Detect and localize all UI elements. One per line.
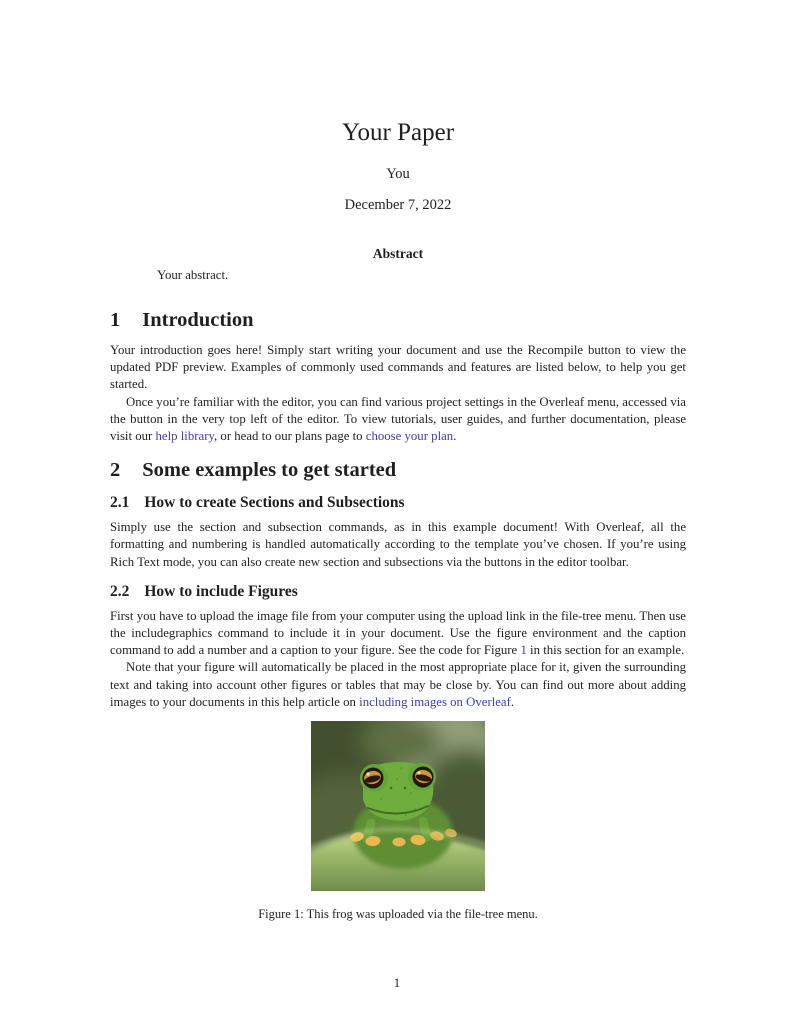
subsection-2-2-number: 2.2 [110, 582, 130, 600]
intro-p2-text-2: , or head to our plans page to [214, 429, 366, 444]
subsection-2-1-title: How to create Sections and Subsections [144, 494, 405, 512]
figures-p2-text-2: . [510, 694, 515, 709]
section-2-heading [110, 459, 686, 481]
figures-p1-text-1: First you have to upload the image file from your computer using the upload link in the file-tree menu. Then use the includegraphics command to include it in your document. Use the figure environment and the caption command to add a number and a caption to your figure. See the code for Figure [110, 608, 686, 658]
section-1-title: Introduction [142, 309, 254, 331]
figures-p1-text-2: in this section for an example. [526, 643, 685, 658]
subsection-2-1-number: 2.1 [110, 494, 130, 512]
including-images-link[interactable]: including images on Overleaf [359, 694, 511, 709]
figures-paragraph-2 [110, 659, 686, 711]
choose-your-plan-link[interactable]: choose your plan [365, 429, 454, 444]
help-library-link[interactable]: help library [155, 429, 215, 444]
intro-paragraph-1: Your introduction goes here! Simply start writing your document and use the Recompile button to view the updated PDF preview. Examples of commonly used commands and features are listed below, to help you get started. [110, 343, 686, 392]
page-number: 1 [393, 976, 401, 990]
subsection-2-1-heading [110, 494, 686, 511]
intro-p2-text-1: Once you’re familiar with the editor, you can find various project settings in the Overleaf menu, accessed via the button in the very top left of the editor. To view tutorials, user guides, and further documentation, please visit our [110, 394, 686, 444]
figure-1-caption: Figure 1: This frog was uploaded via the file-tree menu. [258, 907, 538, 922]
figure-1-reference-link[interactable]: 1 [520, 643, 527, 658]
figures-paragraph-1 [110, 608, 686, 660]
abstract-heading: Abstract [372, 246, 424, 261]
abstract-text: Your abstract. [157, 268, 229, 282]
section-2-number: 2 [110, 459, 121, 482]
figure-1-container [311, 721, 485, 891]
subsection-2-1-paragraph: Simply use the section and subsection commands, as in this example document! With Overleaf, all the formatting and numbering is handled automatically according to the template you’ve chosen. If you’re using Rich Text mode, you can also create new section and subsections via the buttons in the editor toolbar. [110, 520, 686, 569]
paper-author: You [386, 166, 410, 182]
section-1-number: 1 [110, 309, 121, 331]
paper-date: December 7, 2022 [344, 197, 452, 213]
figures-p2-text-1: Note that your figure will automatically be placed in the most appropriate place for it, given the surrounding text and taking into account other figures or tables that may be close by. You can find out more about adding images to your documents in this help article on [110, 660, 686, 709]
subsection-2-2-heading [110, 583, 686, 600]
subsection-2-2-title: How to include Figures [144, 582, 298, 600]
frog-image [311, 721, 485, 891]
paper-title: Your Paper [341, 119, 455, 146]
intro-p2-text-3: . [453, 429, 457, 444]
section-1-heading [110, 309, 686, 331]
intro-paragraph-2 [110, 394, 686, 446]
section-2-title: Some examples to get started [142, 459, 397, 482]
